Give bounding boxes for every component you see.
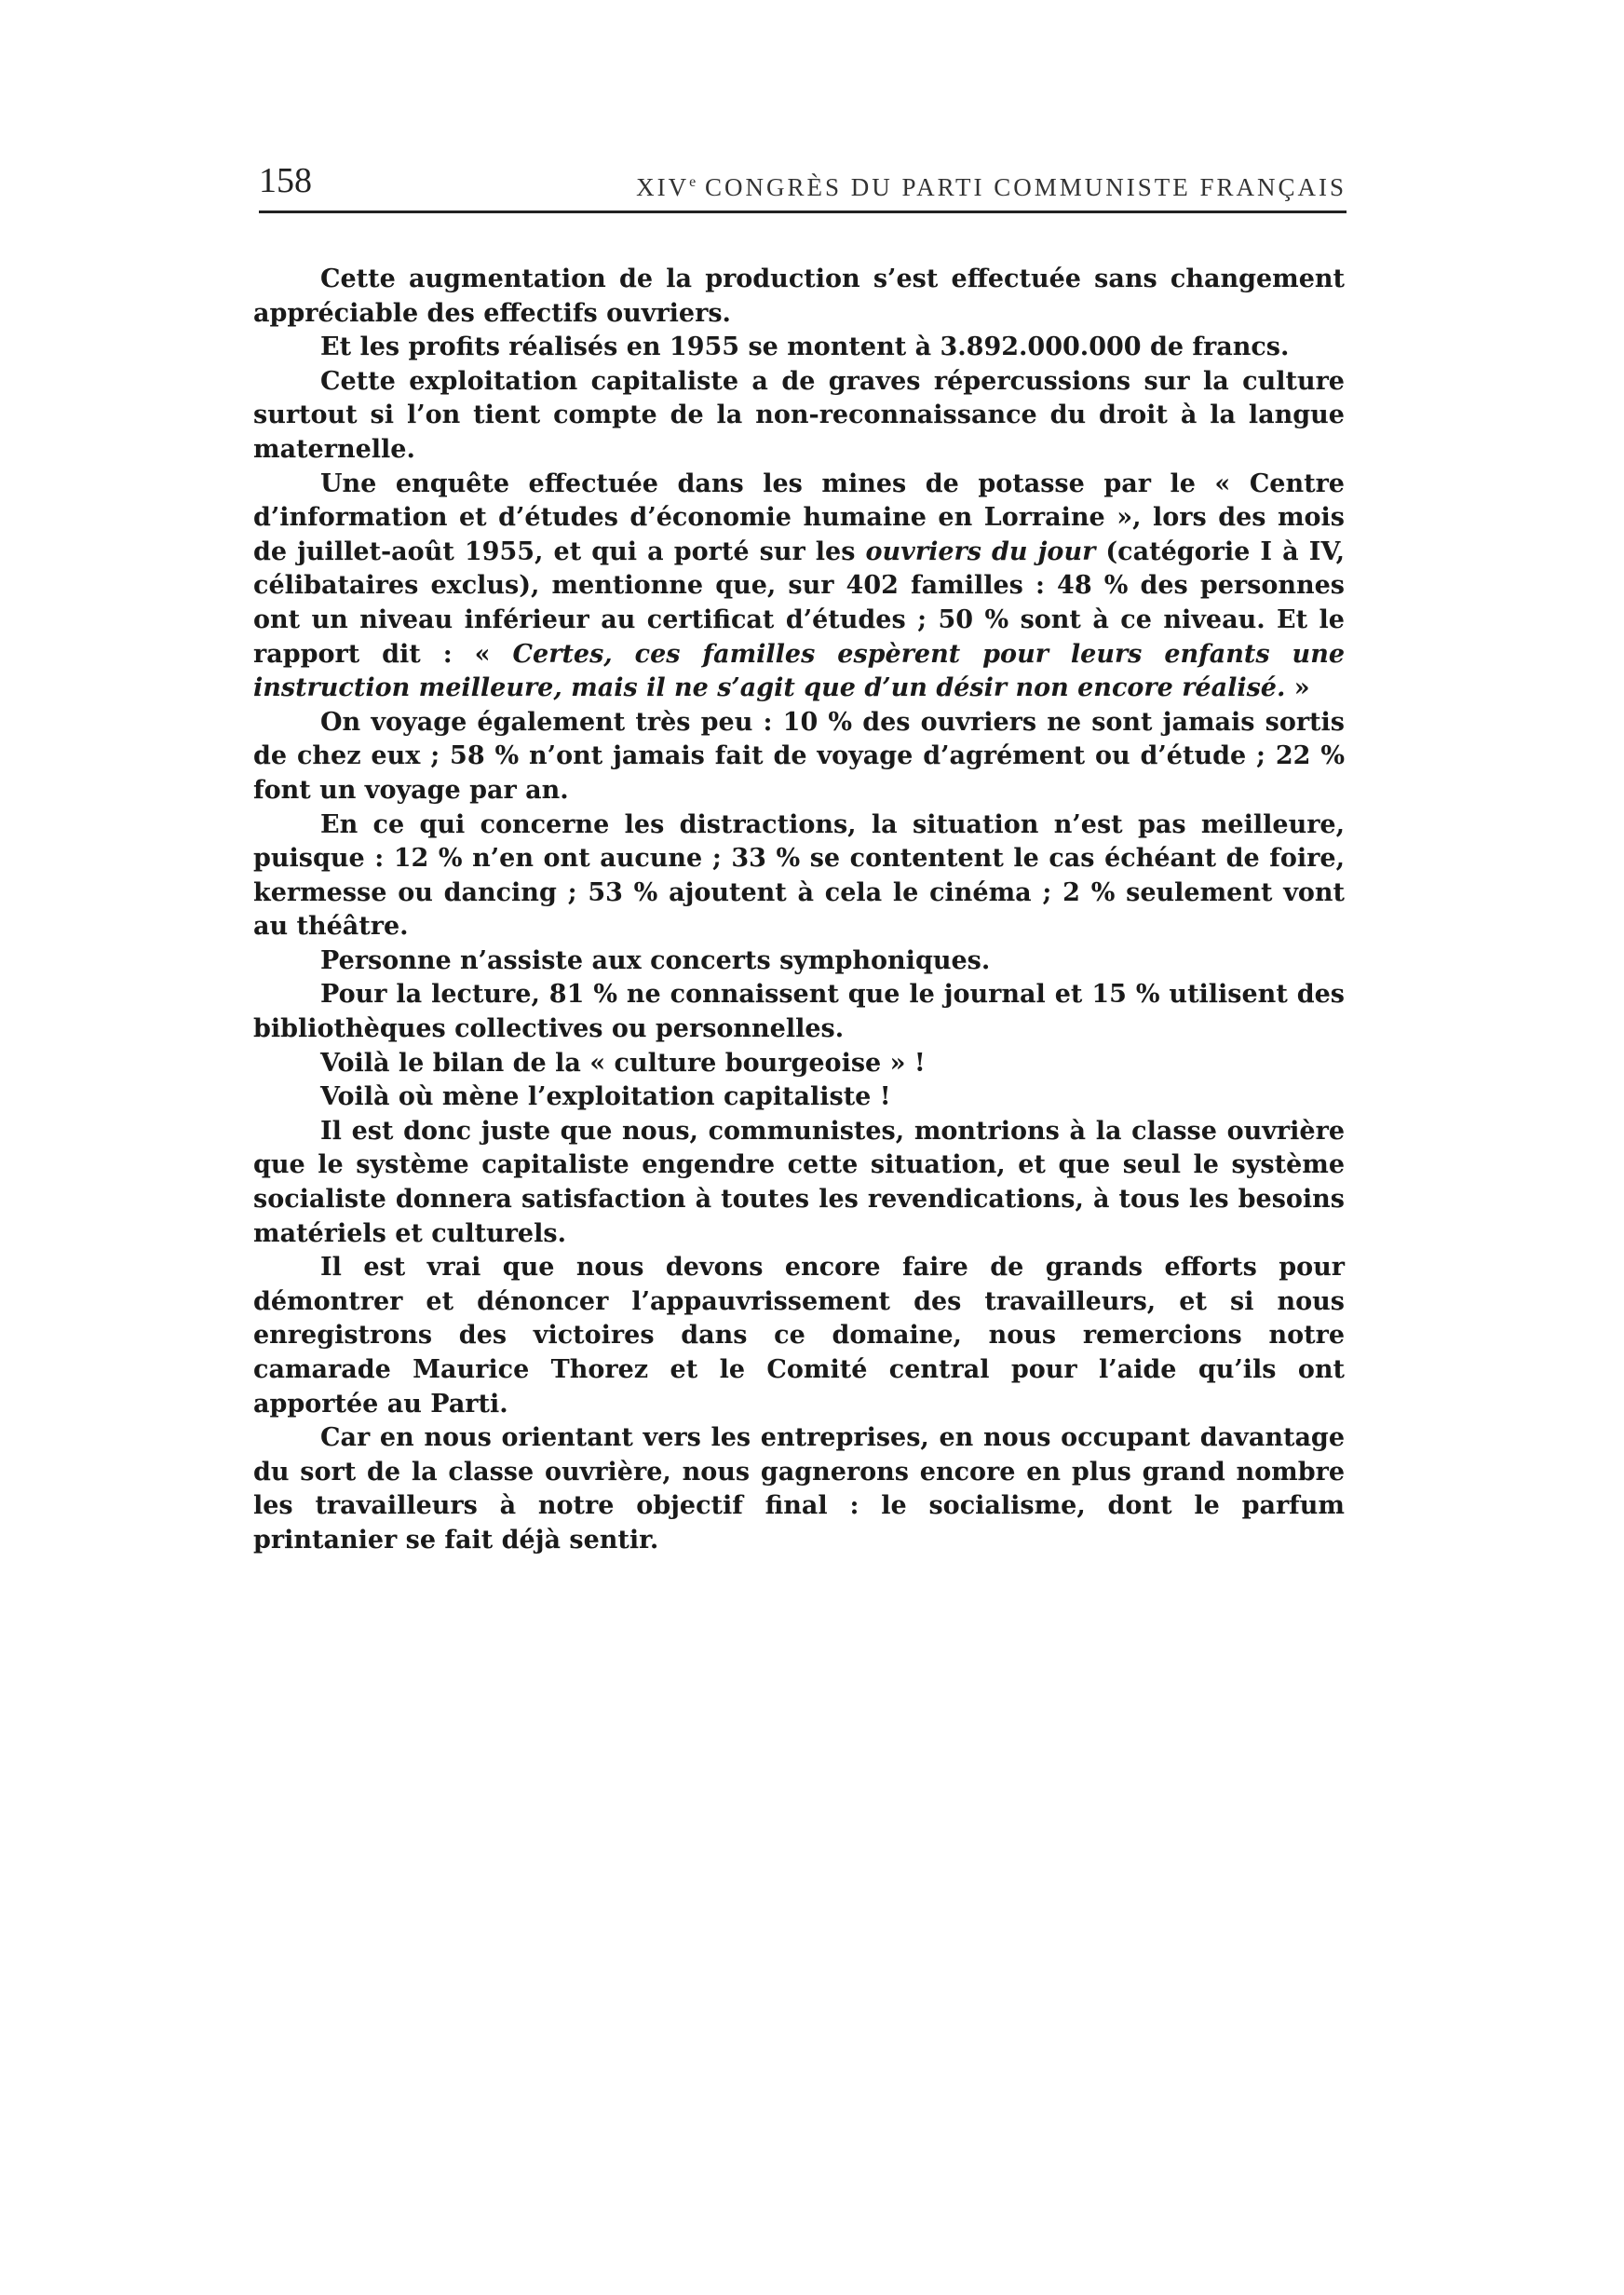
paragraph-9: Voilà le bilan de la « culture bourgeoise » !: [320, 1048, 926, 1078]
running-head-roman: XIV: [636, 173, 690, 201]
paragraph-4: [253, 468, 1345, 706]
paragraph-11: Il est donc juste que nous, communistes, montrions à la classe ouvrière que le système capitaliste engendre cette situation, et que seul le système socialiste donnera satisfaction à toutes les revendications, à tous les besoins matériels et culturels.: [253, 1116, 1345, 1248]
paragraph-4-part-c: (catégorie I à IV, célibataires exclus), mentionne que, sur 402 familles : 48 % des personnes ont un niveau inférieur au certificat d’études ; 50 % sont à ce niveau. Et le rapport dit : «: [253, 536, 1345, 669]
paragraph-12: Il est vrai que nous devons encore faire de grands efforts pour démontrer et dénoncer l’appauvrissement des travailleurs, et si nous enregistrons des victoires dans ce domaine, nous remercions notre camarade Maurice Thorez et le Comité central pour l’aide qu’ils ont apportée au Parti.: [253, 1253, 1345, 1419]
page-number: 158: [259, 161, 312, 200]
paragraph-4-italic-quote: Certes, ces familles espèrent pour leurs enfants une instruction meilleure, mais il ne s’agit que d’un désir non encore réalisé.: [253, 639, 1345, 703]
paragraph-2: Et les profits réalisés en 1955 se montent à 3.892.000.000 de francs.: [320, 333, 1290, 362]
paragraph-1: Cette augmentation de la production s’est effectuée sans changement appréciable des effectifs ouvriers.: [253, 265, 1345, 328]
running-head-superscript: e: [689, 174, 697, 190]
paragraph-4-italic-ouvriers: ouvriers du jour: [865, 536, 1096, 566]
paragraph-5: On voyage également très peu : 10 % des ouvriers ne sont jamais sortis de chez eux ; 58 % n’ont jamais fait de voyage d’agrément ou d’étude ; 22 % font un voyage par an.: [253, 707, 1345, 805]
running-head: [636, 168, 1347, 202]
paragraph-4-part-a: Une enquête effectuée dans les mines de potasse par le « Centre d’information et d’études d’économie humaine en Lorraine », lors des mois de juillet-août 1955, et qui a porté sur les: [253, 469, 1345, 566]
paragraph-7: Personne n’assiste aux concerts symphoniques.: [320, 945, 991, 975]
paragraph-6: En ce qui concerne les distractions, la situation n’est pas meilleure, puisque : 12 % n’en ont aucune ; 33 % se contentent le cas échéant de foire, kermesse ou dancing ; 53 % ajoutent à cela le cinéma ; 2 % seulement vont au théâtre.: [253, 809, 1345, 942]
body-text: [253, 263, 1345, 1558]
paragraph-3: Cette exploitation capitaliste a de graves répercussions sur la culture surtout si l’on tient compte de la non-reconnaissance du droit à la langue maternelle.: [253, 366, 1345, 464]
paragraph-4-part-e: »: [1285, 673, 1310, 703]
paragraph-13: Car en nous orientant vers les entreprises, en nous occupant davantage du sort de la classe ouvrière, nous gagnerons encore en plus grand nombre les travailleurs à notre objectif final : le socialisme, dont le parfum printanier se fait déjà sentir.: [253, 1423, 1345, 1555]
paragraph-8: Pour la lecture, 81 % ne connaissent que le journal et 15 % utilisent des bibliothèques collectives ou personnelles.: [253, 980, 1345, 1044]
paragraph-10: Voilà où mène l’exploitation capitaliste !: [320, 1082, 891, 1112]
page-header: [259, 158, 1347, 213]
running-head-title: CONGRÈS DU PARTI COMMUNISTE FRANÇAIS: [696, 173, 1347, 201]
